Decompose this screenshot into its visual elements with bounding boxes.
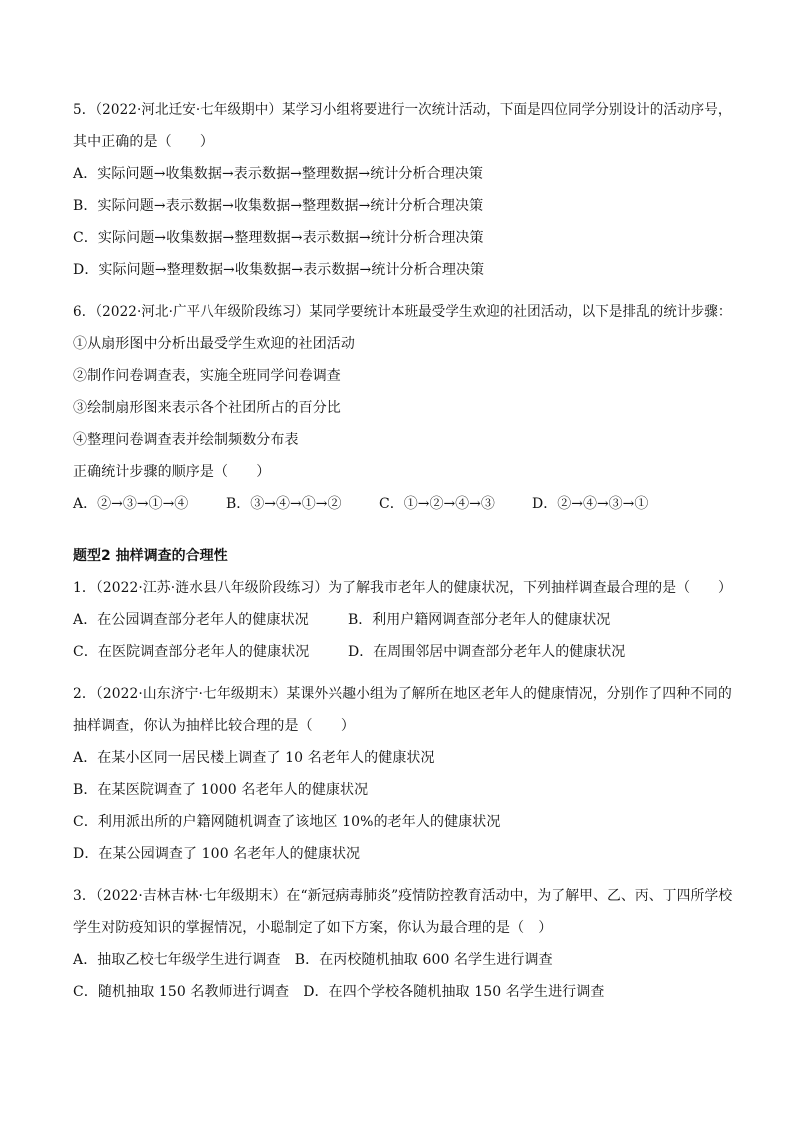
s2-stem-line1: 2．（2022·山东济宁·七年级期末）某课外兴趣小组为了解所在地区老年人的健康情况，分别作了四种不同的: [73, 686, 732, 702]
q5-option-b: B．实际问题→表示数据→收集数据→整理数据→统计分析合理决策: [73, 198, 484, 214]
s2-option-c: C．利用派出所的户籍网随机调查了该地区 10%的老年人的健康状况: [73, 814, 501, 830]
q6-step-1: ①从扇形图中分析出最受学生欢迎的社团活动: [73, 336, 355, 352]
q6-option-d: D．②→④→③→①: [532, 496, 649, 512]
q6-step-2: ②制作问卷调查表，实施全班同学问卷调查: [73, 368, 341, 384]
s2-option-d: D．在某公园调查了 100 名老年人的健康状况: [73, 846, 361, 862]
q6-step-3: ③绘制扇形图来表示各个社团所占的百分比: [73, 400, 341, 416]
q5-option-d: D．实际问题→整理数据→收集数据→表示数据→统计分析合理决策: [73, 262, 485, 278]
s2-option-a: A．在某小区同一居民楼上调查了 10 名老年人的健康状况: [73, 750, 435, 766]
s1-option-d: D．在周围邻居中调查部分老年人的健康状况: [348, 644, 626, 660]
q5-stem-line2: 其中正确的是（ ）: [73, 134, 214, 150]
s1-stem: 1．（2022·江苏·涟水县八年级阶段练习）为了解我市老年人的健康状况，下列抽样调查最合理的是（ ）: [73, 580, 732, 596]
q6-step-4: ④整理问卷调查表并绘制频数分布表: [73, 432, 299, 448]
s3-options-line1: A．抽取乙校七年级学生进行调查 B．在丙校随机抽取 600 名学生进行调查: [73, 952, 553, 968]
q6-option-c: C．①→②→④→③: [379, 496, 495, 512]
q6-option-b: B．③→④→①→②: [226, 496, 342, 512]
section-heading: 题型2 抽样调查的合理性: [73, 548, 228, 564]
s2-option-b: B．在某医院调查了 1000 名老年人的健康状况: [73, 782, 369, 798]
q5-stem-line1: 5．（2022·河北迁安·七年级期中）某学习小组将要进行一次统计活动，下面是四位同学分别设计的活动序号，: [73, 102, 732, 118]
s3-stem-line1: 3．（2022·吉林吉林·七年级期末）在“新冠病毒肺炎”疫情防控教育活动中，为了解甲、乙、丙、丁四所学校: [73, 888, 733, 904]
s1-option-b: B．利用户籍网调查部分老年人的健康状况: [348, 612, 611, 628]
s3-stem-line2: 学生对防疫知识的掌握情况，小聪制定了如下方案，你认为最合理的是（ ）: [73, 920, 553, 936]
q5-option-a: A．实际问题→收集数据→表示数据→整理数据→统计分析合理决策: [73, 166, 484, 182]
q6-question: 正确统计步骤的顺序是（ ）: [73, 464, 271, 480]
s1-option-a: A．在公园调查部分老年人的健康状况: [73, 612, 309, 628]
q5-option-c: C．实际问题→收集数据→整理数据→表示数据→统计分析合理决策: [73, 230, 484, 246]
q6-stem-line1: 6．（2022·河北·广平八年级阶段练习）某同学要统计本班最受学生欢迎的社团活动，以下是排乱的统计步骤：: [73, 304, 732, 320]
s1-option-c: C．在医院调查部分老年人的健康状况: [73, 644, 310, 660]
s2-stem-line2: 抽样调查，你认为抽样比较合理的是（ ）: [73, 718, 355, 734]
q6-option-a: A．②→③→①→④: [73, 496, 189, 512]
s3-options-line2: C．随机抽取 150 名教师进行调查 D．在四个学校各随机抽取 150 名学生进行调查: [73, 984, 605, 1000]
